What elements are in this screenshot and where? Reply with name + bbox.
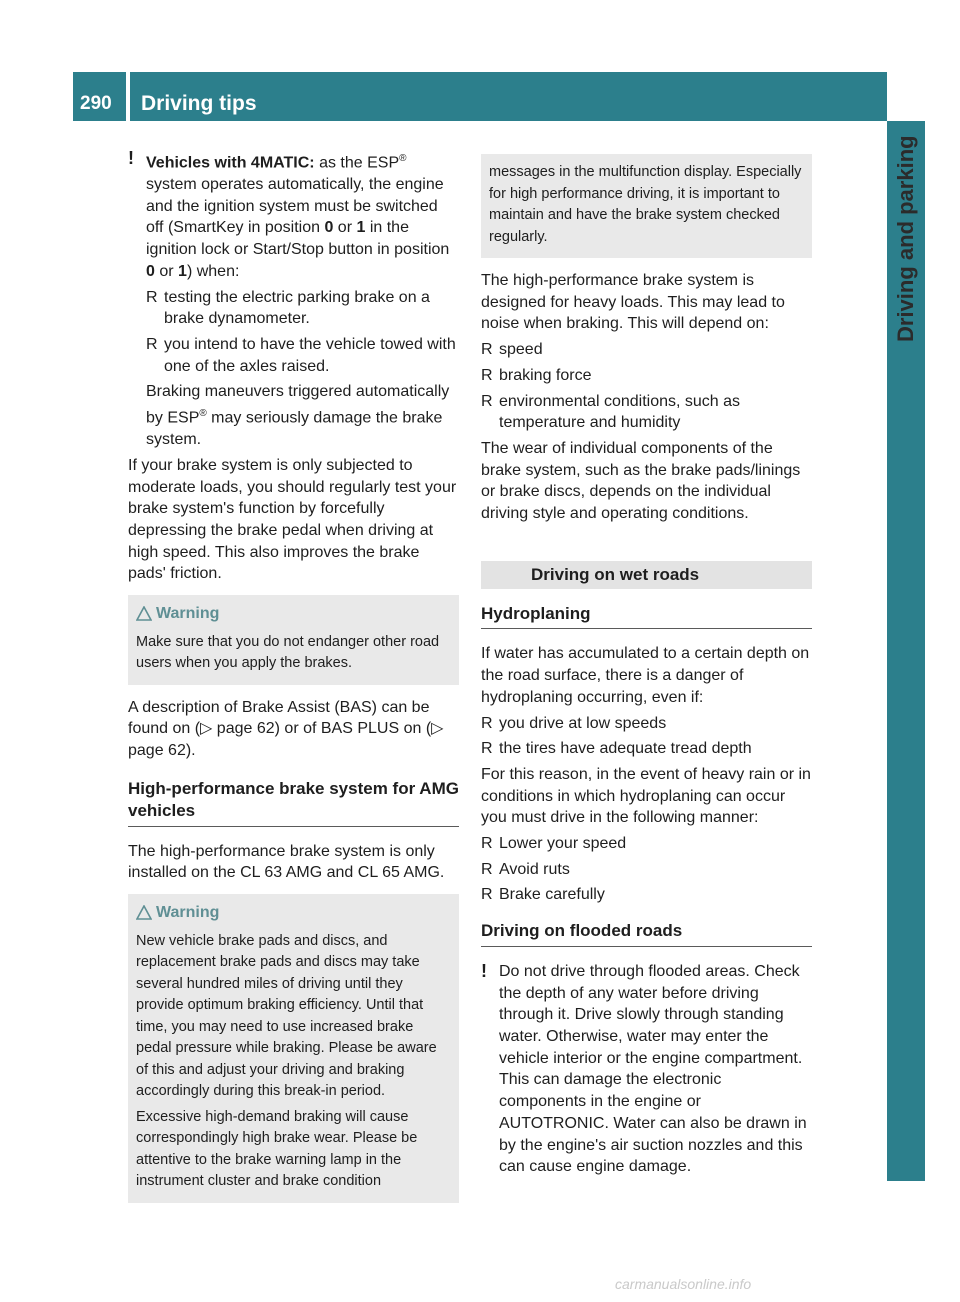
subsection-heading: Driving on flooded roads [481, 920, 812, 947]
list-item: R testing the electric parking brake on a brake dynamometer. [146, 288, 430, 328]
warning-text: New vehicle brake pads and discs, and replacement brake pads and discs may take several hundred miles of driving until they provide optimum braking efficiency. Until that time, you may need to use increased brake pedal pressure while braking. Please be aware of this and adjust your driving and braking accordingly during this break-in period. [136, 932, 437, 1100]
right-column [481, 148, 812, 1182]
watermark: carmanualsonline.info [615, 1276, 752, 1292]
warning-triangle-icon [136, 606, 152, 628]
warning-text: Make sure that you do not endanger other road users when you apply the brakes. [136, 633, 440, 672]
list-item: R Lower your speed [481, 835, 627, 853]
section-heading: High-performance brake system for AMG vehicles [128, 778, 459, 827]
note-flooded-text: Do not drive through flooded areas. Check the depth of any water before driving through it. Drive slowly through standing water. Otherwise, water may enter the vehicle interior or the engine compartment. This can damage the electronic components in the engine or AUTOTRONIC. Water can also be drawn in by the engine's air suction nozzles and this can cause engine damage. [499, 962, 807, 1176]
page-number: 290 [80, 93, 112, 114]
warning-text: messages in the multifunction display. Especially for high performance driving, it is important to maintain and have the brake system checked regularly. [489, 164, 802, 245]
subsection-heading: Hydroplaning [481, 603, 812, 630]
paragraph: A description of Brake Assist (BAS) can be found on (▷ page 62) or of BAS PLUS on (▷ page 62). [128, 698, 444, 759]
warning-text: Excessive high-demand braking will cause correspondingly high brake wear. Please be attentive to the brake warning lamp in the instrument cluster and brake condition [136, 1108, 418, 1190]
warning-heading: Warning [136, 902, 451, 927]
paragraph: If your brake system is only subjected to moderate loads, you should regularly test your brake system's function by forcefully depressing the brake pedal when driving at high speed. This also improves the brake pads' friction. [128, 456, 457, 583]
paragraph: The wear of individual components of the brake system, such as the brake pads/linings or brake discs, depends on the individual driving style and operating conditions. [481, 439, 801, 523]
page-title: Driving tips [141, 92, 257, 115]
side-tab-label: Driving and parking [893, 135, 918, 342]
left-column [128, 148, 459, 1215]
paragraph: The high-performance brake system is designed for heavy loads. This may lead to noise when braking. This will depend on: [481, 272, 785, 333]
paragraph: If water has accumulated to a certain depth on the road surface, there is a danger of hydroplaning occurring, even if: [481, 645, 810, 706]
section-band: Driving on wet roads [481, 561, 812, 589]
note-4matic-after: Braking maneuvers triggered automatically by ESP® may seriously damage the brake system. [146, 383, 450, 449]
warning-triangle-icon [136, 905, 152, 927]
list-item: R Brake carefully [481, 886, 605, 904]
list-item: R Avoid ruts [481, 860, 570, 878]
header-divider [126, 72, 130, 121]
warning-box [128, 894, 459, 1203]
paragraph: For this reason, in the event of heavy rain or in conditions in which hydroplaning can occur you must drive in the following manner: [481, 765, 811, 827]
list-item: R speed [481, 341, 543, 359]
list-item: R the tires have adequate tread depth [481, 740, 752, 758]
list-item: R braking force [481, 366, 592, 384]
exclamation-icon: ! [128, 148, 134, 168]
warning-box [128, 595, 459, 685]
list-item: R environmental conditions, such as temperature and humidity [481, 392, 741, 432]
warning-box-continued [481, 154, 812, 258]
list-item: R you drive at low speeds [481, 714, 667, 732]
note-4matic-text: Vehicles with 4MATIC: as the ESP® system operates automatically, the engine and the ignition system must be switched off (SmartKey in position 0 or 1 in the ignition lock or Start/Stop button in position 0 or 1) when: [146, 153, 450, 280]
list-item: R you intend to have the vehicle towed with one of the axles raised. [146, 335, 456, 375]
warning-heading: Warning [136, 603, 451, 628]
note-flooded [481, 961, 812, 1178]
paragraph: The high-performance brake system is only installed on the CL 63 AMG and CL 65 AMG. [128, 842, 445, 882]
note-4matic [128, 148, 459, 451]
exclamation-icon: ! [481, 960, 487, 981]
